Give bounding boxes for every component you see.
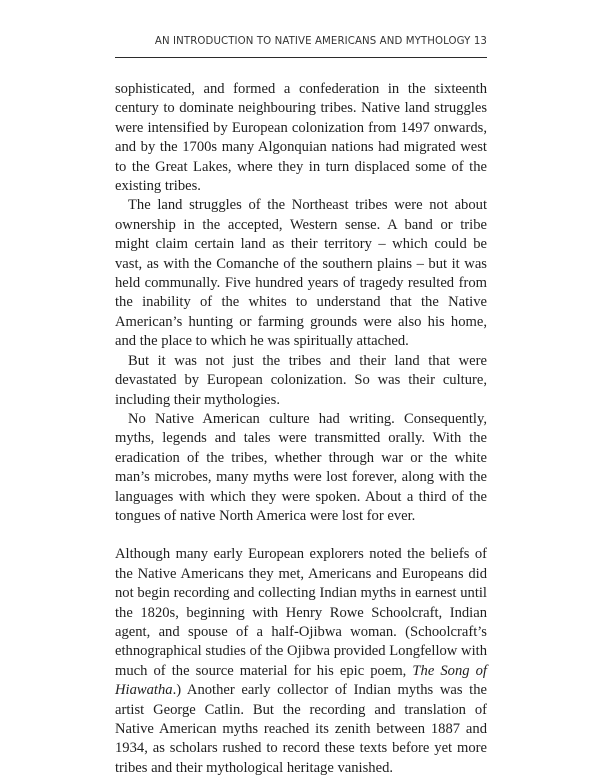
paragraph-myth-collectors-part2: .) Another early collector of Indian myths was the artist George Catlin. But the recording and translation of Native American myths reached its zenith between 1887 and 1934, as scholars rushed to record these texts before yet more tribes and their mythological heritage vanished. <box>115 682 487 776</box>
paragraph-continued: sophisticated, and formed a confederation in the sixteenth century to dominate neighbouring tribes. Native land struggles were intensified by European colonization from 1497 onwards, and by the 1700s many Algonquian nations had migrated west to the Great Lakes, where they in turn displaced some of the existing tribes. <box>115 81 487 195</box>
paragraph-culture: But it was not just the tribes and their land that were devastated by European colonization. So was their culture, including their mythologies. <box>115 352 487 408</box>
running-header <box>115 36 487 47</box>
paragraph-oral-tradition: No Native American culture had writing. Consequently, myths, legends and tales were transmitted orally. With the eradication of the tribes, whether through war or the white man’s microbes, many myths were lost forever, along with the languages with which they were spoken. About a third of the tongues of native North America were lost for ever. <box>115 410 487 524</box>
paragraph-myth-collectors <box>115 545 487 778</box>
book-title-song-of-hiawatha: The Song of Hiawatha <box>115 662 487 699</box>
page-number: 13 <box>473 36 487 47</box>
paragraph-land-struggles: The land struggles of the Northeast tribes were not about ownership in the accepted, Western sense. A band or tribe might claim certain land as their territory – which could be vast, as with the Comanche of the southern plains – but it was held communally. Five hundred years of tragedy resulted from the inability of the whites to understand that the Native American’s hunting or farming grounds were also his home, and the place to which he was spiritually attached. <box>115 197 487 350</box>
page-body <box>115 80 487 778</box>
paragraph-myth-collectors-part1: Although many early European explorers noted the beliefs of the Native Americans they met, Americans and Europeans did not begin recording and collecting Indian myths in earnest until the 1820s, beginning with Henry Rowe Schoolcraft, Indian agent, and spouse of a half-Ojibwa woman. (Schoolcraft’s ethnographical studies of the Ojibwa provided Longfellow with much of the source material for his epic poem, <box>115 546 487 679</box>
header-rule <box>115 57 487 58</box>
running-title: AN INTRODUCTION TO NATIVE AMERICANS AND MYTHOLOGY <box>154 36 471 47</box>
